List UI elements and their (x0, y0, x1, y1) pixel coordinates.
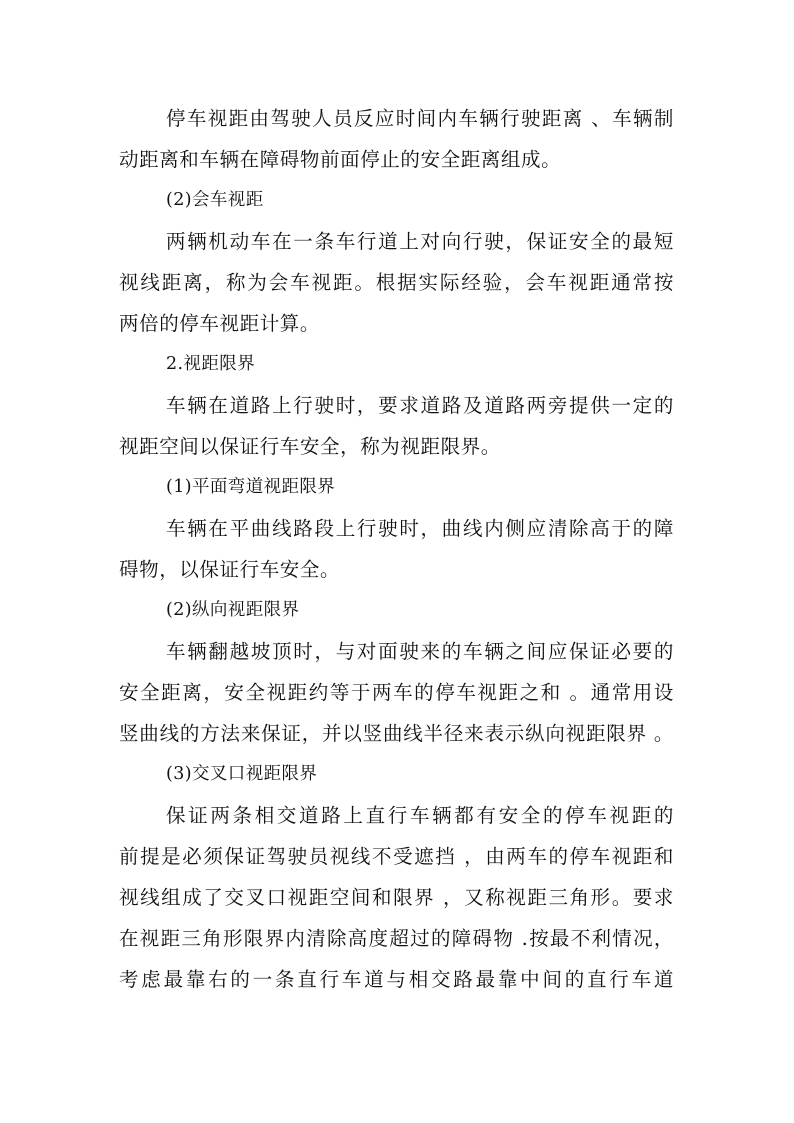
section-heading-intersection-clearance: (3)交叉口视距限界 (166, 764, 318, 784)
text-line: 安全距离，安全视距约等于两车的停车视距之和 。通常用设 (119, 681, 674, 704)
text-line: 碍物，以保证行车安全。 (119, 558, 341, 581)
text-line: 视距空间以保证行车安全，称为视距限界。 (119, 435, 501, 458)
text-line: 停车视距由驾驶人员反应时间内车辆行驶距离 、车辆制 (166, 107, 674, 130)
section-heading-vertical-clearance: (2)纵向视距限界 (166, 600, 300, 620)
paragraph-vertical-clearance (119, 631, 674, 754)
text-line: 视线距离，称为会车视距。根据实际经验，会车视距通常按 (119, 271, 674, 294)
paragraph-stopping-sight-distance (119, 98, 674, 180)
text-line: 车辆翻越坡顶时，与对面驶来的车辆之间应保证必要的 (166, 640, 674, 663)
paragraph-sight-clearance (119, 385, 674, 467)
text-line: 保证两条相交道路上直行车辆都有安全的停车视距的 (166, 804, 674, 827)
paragraph-meeting-sight-distance (119, 221, 674, 344)
text-line: 车辆在平曲线路段上行驶时，曲线内侧应清除高于的障 (166, 517, 674, 540)
text-line: 竖曲线的方法来保证，并以竖曲线半径来表示纵向视距限界 。 (119, 722, 674, 745)
document-page (119, 98, 674, 1000)
text-line: 视线组成了交叉口视距空间和限界 ，又称视距三角形。要求 (119, 886, 674, 909)
text-line: 在视距三角形限界内清除高度超过的障碍物 .按最不利情况， (119, 927, 674, 950)
section-heading-meeting-sight-distance: (2)会车视距 (166, 190, 264, 210)
text-line: 前提是必须保证驾驶员视线不受遮挡 ，由两车的停车视距和 (119, 845, 674, 868)
paragraph-intersection-clearance (119, 795, 674, 1000)
text-line: 两倍的停车视距计算。 (119, 312, 321, 335)
text-line: 动距离和车辆在障碍物前面停止的安全距离组成。 (119, 148, 562, 171)
paragraph-horizontal-curve-clearance (119, 508, 674, 590)
text-line: 车辆在道路上行驶时，要求道路及道路两旁提供一定的 (166, 394, 674, 417)
text-line: 两辆机动车在一条车行道上对向行驶，保证安全的最短 (166, 230, 674, 253)
section-heading-horizontal-curve-clearance: (1)平面弯道视距限界 (166, 477, 336, 497)
section-heading-sight-clearance: 2.视距限界 (166, 354, 256, 374)
text-line: 考虑最靠右的一条直行车道与相交路最靠中间的直行车道 (119, 968, 674, 991)
